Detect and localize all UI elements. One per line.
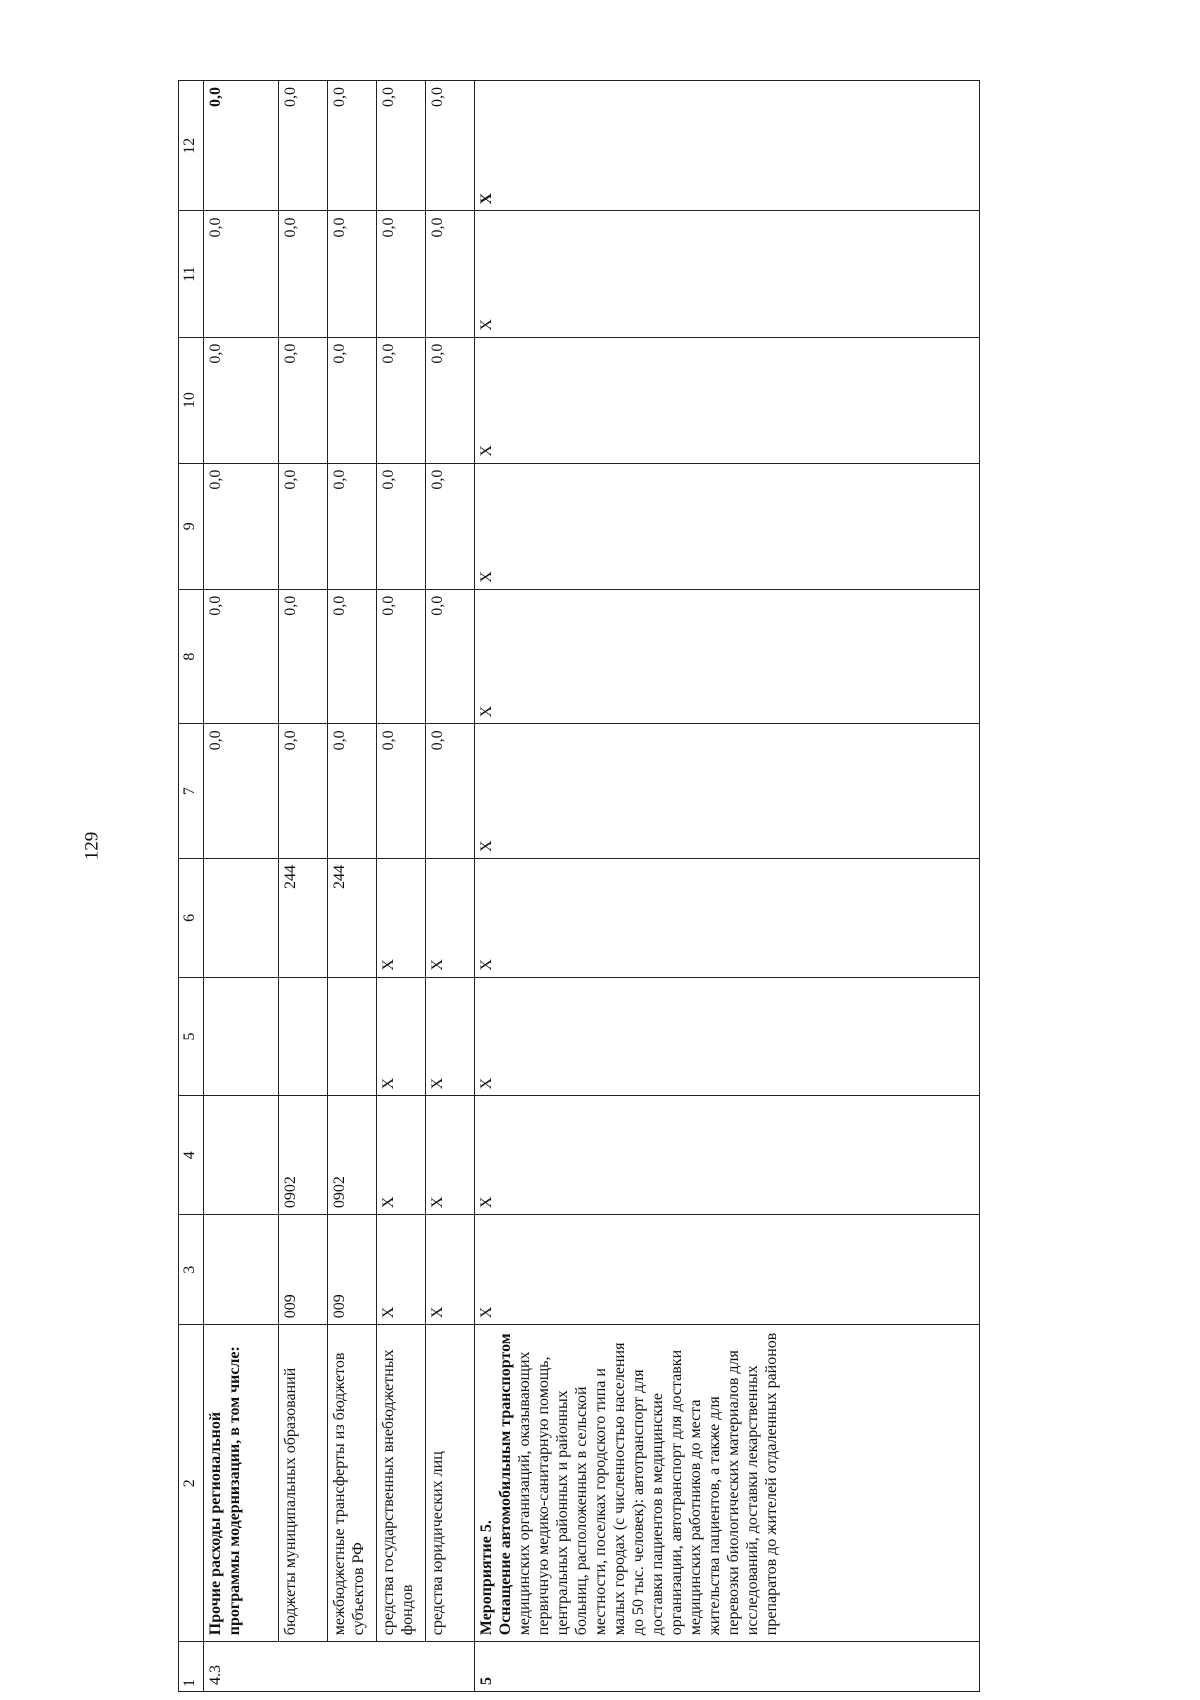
value-cell: 0,0 [426,211,475,337]
header-cell: 7 [179,724,204,859]
measure-name-bold: Оснащение автомобильным транспортом [497,1333,514,1636]
header-cell: 3 [179,1215,204,1325]
mark-cell: X [475,1215,980,1325]
value-cell: 0,0 [377,724,426,859]
row-number: 5 [475,1642,980,1692]
measure-name-rest: медицинских организаций, оказывающих первичную медико-санитарную помощь, центральных районных и районных больниц, расположенных в сельской местности, поселках городского типа и малых городах (с численностью населения до 50 тыс. человек): автотранспорт для доставки пациентов в медицинские организации, автотранспорт для доставки медицинских работников до места жительства пациентов, а также для перевозки биологических материалов для исследований, доставки лекарственных препаратов до жителей отдаленных районов [516,1332,780,1636]
mark-cell: X [426,1096,475,1215]
row-label: средства юридических лиц [426,1325,475,1642]
header-cell: 10 [179,337,204,463]
mark-cell: X [475,463,980,589]
code-cell: 0902 [328,1096,377,1215]
value-cell: 0,0 [328,81,377,211]
empty-cell [377,1642,426,1692]
value-cell: 0,0 [204,724,279,859]
row-label: средства государственных внебюджетных фондов [377,1325,426,1642]
empty-cell [328,1642,377,1692]
mark-cell: X [475,211,980,337]
table-row [279,81,328,1692]
value-cell: 0,0 [204,211,279,337]
mark-cell: X [377,1215,426,1325]
mark-cell: X [377,1096,426,1215]
header-cell: 6 [179,858,204,977]
row-number: 4.3 [204,1642,279,1692]
value-cell: 0,0 [279,211,328,337]
rotated-table-wrapper [178,80,1048,1692]
value-cell: 0,0 [204,81,279,211]
value-cell: 0,0 [328,211,377,337]
mark-cell: X [426,858,475,977]
value-cell: 0,0 [426,81,475,211]
table-row [204,81,279,1692]
value-cell: 0,0 [377,337,426,463]
row-label: бюджеты муниципальных образований [279,1325,328,1642]
measure-description [475,1325,980,1642]
table-row [426,81,475,1692]
table-row [377,81,426,1692]
empty-cell [279,1642,328,1692]
value-cell: 0,0 [279,81,328,211]
mark-cell: X [377,858,426,977]
mark-cell: X [475,724,980,859]
value-cell: 0,0 [377,463,426,589]
code-cell: 009 [279,1215,328,1325]
mark-cell: X [426,1215,475,1325]
value-cell: 0,0 [426,337,475,463]
value-cell: 0,0 [377,589,426,724]
empty-cell [204,858,279,977]
value-cell: 0,0 [328,724,377,859]
value-cell: 0,0 [328,463,377,589]
mark-cell: X [475,81,980,211]
mark-cell: X [475,589,980,724]
header-cell: 1 [179,1642,204,1692]
mark-cell: X [475,1096,980,1215]
value-cell: 0,0 [204,337,279,463]
code-cell: 009 [328,1215,377,1325]
empty-cell [426,1642,475,1692]
value-cell: 0,0 [204,463,279,589]
code-cell: 244 [328,858,377,977]
page-number: 129 [81,831,103,861]
value-cell: 0,0 [279,463,328,589]
code-cell [328,977,377,1096]
mark-cell: X [475,337,980,463]
mark-cell: X [426,977,475,1096]
mark-cell: X [377,977,426,1096]
value-cell: 0,0 [279,337,328,463]
value-cell: 0,0 [204,589,279,724]
value-cell: 0,0 [426,463,475,589]
value-cell: 0,0 [426,724,475,859]
value-cell: 0,0 [377,81,426,211]
header-row [179,81,204,1692]
mark-cell: X [475,858,980,977]
header-cell: 11 [179,211,204,337]
table-row [475,81,980,1692]
measure-title: Мероприятие 5. [478,1520,495,1636]
value-cell: 0,0 [328,589,377,724]
value-cell: 0,0 [426,589,475,724]
empty-cell [204,977,279,1096]
code-cell [279,977,328,1096]
header-cell: 8 [179,589,204,724]
empty-cell [204,1096,279,1215]
header-cell: 2 [179,1325,204,1642]
value-cell: 0,0 [377,211,426,337]
table-row [328,81,377,1692]
empty-cell [204,1215,279,1325]
header-cell: 9 [179,463,204,589]
header-cell: 5 [179,977,204,1096]
value-cell: 0,0 [279,589,328,724]
mark-cell: X [475,977,980,1096]
budget-table [178,80,980,1692]
row-label: межбюджетные трансферты из бюджетов субъектов РФ [328,1325,377,1642]
header-cell: 4 [179,1096,204,1215]
value-cell: 0,0 [328,337,377,463]
row-title: Прочие расходы региональной программы модернизации, в том числе: [204,1325,279,1642]
code-cell: 0902 [279,1096,328,1215]
value-cell: 0,0 [279,724,328,859]
header-cell: 12 [179,81,204,211]
code-cell: 244 [279,858,328,977]
